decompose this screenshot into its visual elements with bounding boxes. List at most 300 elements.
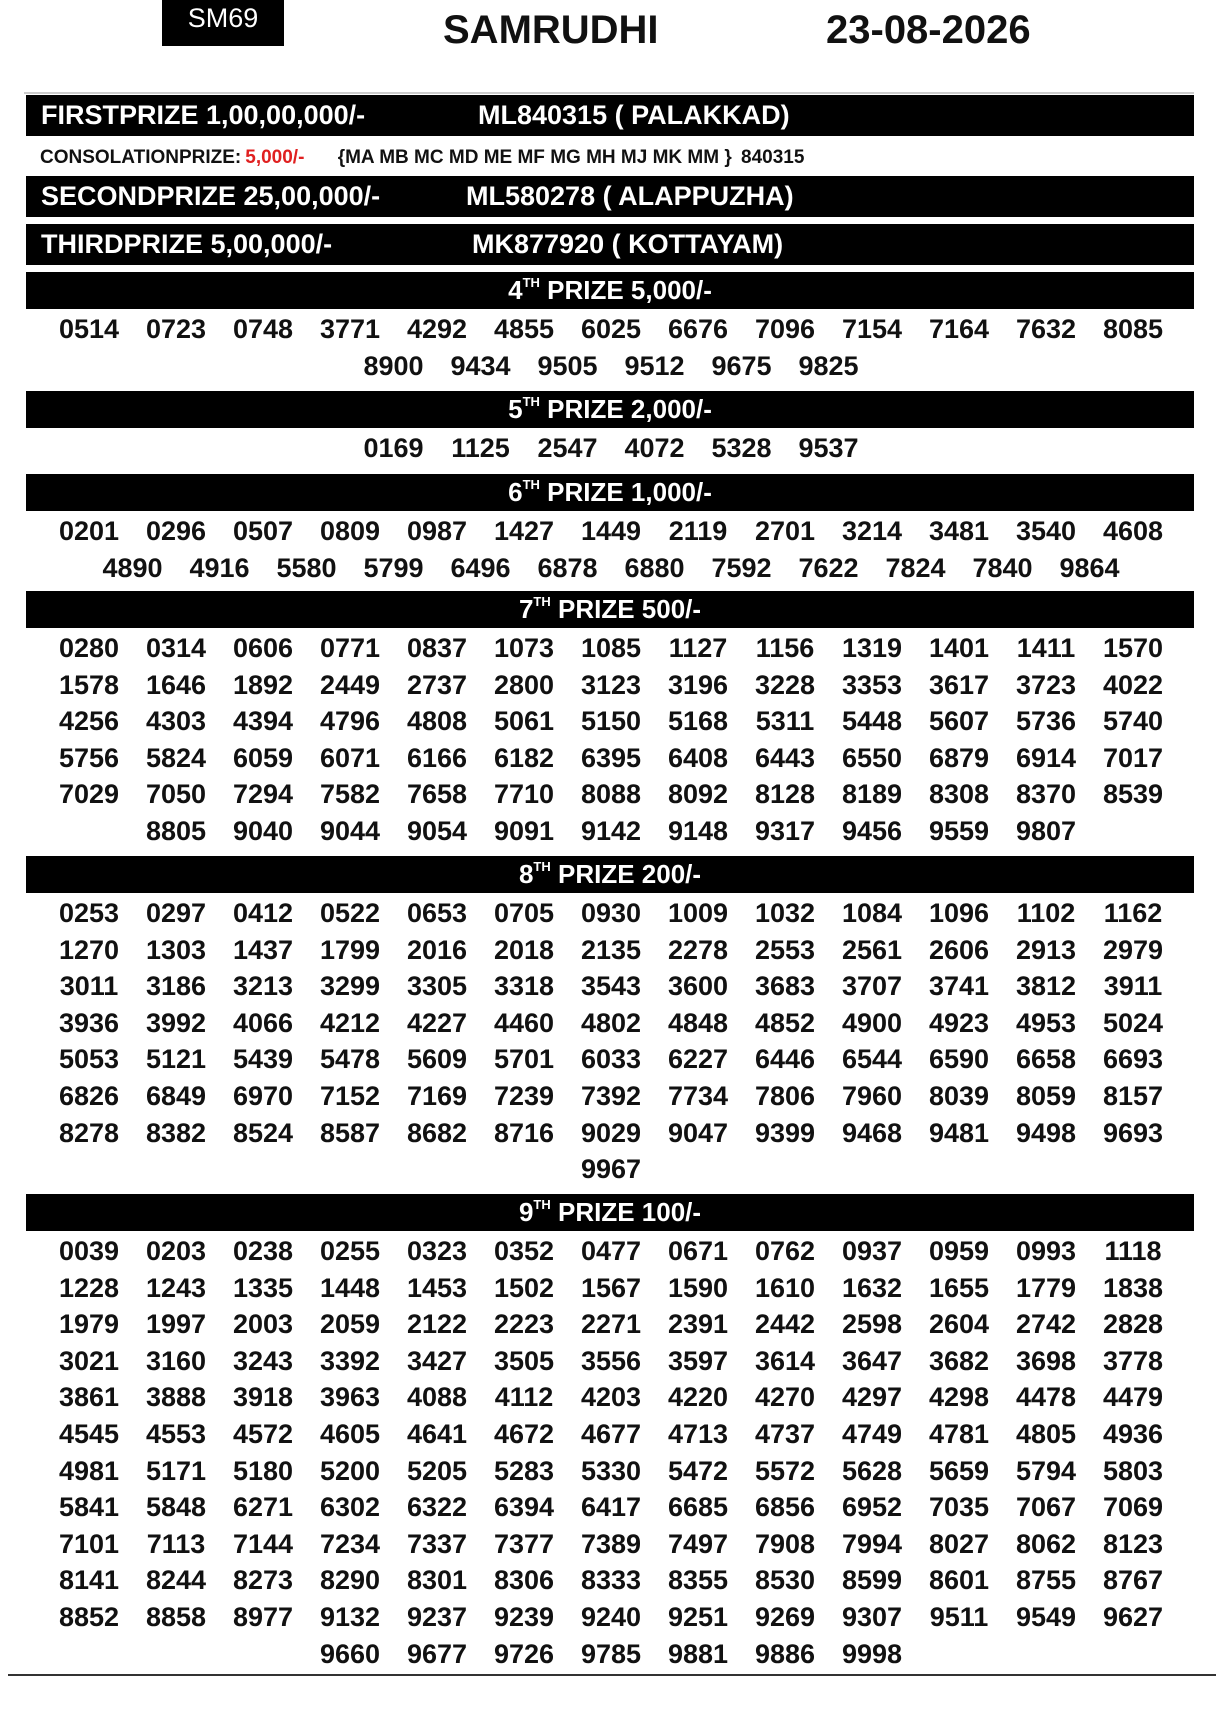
winning-number: 1502 [493, 1272, 555, 1303]
number-row [42, 311, 1180, 347]
winning-number: 5701 [493, 1044, 555, 1075]
prize-header-4th [26, 272, 1194, 309]
winning-number: 8278 [58, 1117, 120, 1148]
winning-number: 9044 [319, 816, 381, 846]
winning-number: 3186 [145, 971, 207, 1002]
winning-number: 7960 [841, 1081, 903, 1111]
winning-number: 1243 [145, 1272, 207, 1303]
winning-number: 0937 [841, 1236, 903, 1266]
number-row [42, 1151, 1180, 1187]
winning-number: 8027 [928, 1528, 990, 1559]
winning-number: 9512 [624, 350, 685, 381]
winning-number: 4808 [406, 706, 468, 737]
winning-number: 8039 [928, 1081, 990, 1111]
winning-number: 9675 [711, 350, 772, 381]
winning-number: 3597 [667, 1345, 729, 1376]
winning-number: 8900 [363, 350, 424, 381]
winning-number: 5205 [406, 1455, 468, 1486]
winning-number: 4553 [145, 1419, 207, 1449]
winning-number: 4212 [319, 1007, 381, 1038]
winning-number: 2122 [406, 1309, 468, 1340]
winning-number: 5848 [145, 1492, 207, 1523]
winning-number: 8767 [1102, 1565, 1164, 1596]
winning-number: 1335 [232, 1272, 294, 1303]
winning-number: 9677 [406, 1638, 468, 1669]
number-row [42, 776, 1180, 812]
winning-number: 5121 [145, 1044, 207, 1075]
winning-number: 4066 [232, 1007, 294, 1038]
winning-number: 5024 [1102, 1007, 1164, 1038]
winning-number: 0169 [363, 433, 424, 463]
winning-number: 7029 [58, 779, 120, 810]
winning-number: 6879 [928, 742, 990, 773]
winning-number: 4022 [1102, 669, 1164, 700]
winning-number: 7234 [319, 1528, 381, 1559]
first-prize-bar [26, 95, 1194, 136]
number-row [42, 1453, 1180, 1489]
winning-number: 8355 [667, 1565, 729, 1596]
number-row [42, 348, 1180, 384]
winning-number: 3318 [493, 971, 555, 1002]
prize-title: PRIZE 100/- [550, 1197, 702, 1227]
winning-number: 9142 [580, 816, 642, 846]
consolation-series: {MA MB MC MD ME MF MG MH MJ MK MM } [337, 147, 732, 168]
winning-number: 9505 [537, 350, 598, 381]
prize-ordinal: 6 [508, 477, 523, 507]
winning-number: 8085 [1102, 314, 1164, 344]
winning-number: 0280 [58, 633, 120, 663]
winning-number: 3196 [667, 669, 729, 700]
winning-number: 5478 [319, 1044, 381, 1075]
prize-title: PRIZE 200/- [550, 859, 702, 889]
winning-number: 1073 [493, 633, 555, 663]
winning-number: 4608 [1102, 516, 1164, 546]
top-divider [24, 92, 1194, 94]
winning-number: 4796 [319, 706, 381, 737]
winning-number: 8370 [1015, 779, 1077, 810]
winning-number: 2016 [406, 934, 468, 965]
winning-number: 0653 [406, 898, 468, 928]
number-row [42, 1078, 1180, 1114]
winning-number: 5841 [58, 1492, 120, 1523]
winning-number: 4781 [928, 1419, 990, 1449]
winning-number: 1096 [928, 898, 990, 928]
winning-number: 2119 [668, 516, 728, 546]
winning-number: 0039 [58, 1236, 120, 1266]
prize-ordinal: 7 [518, 594, 534, 624]
winning-number: 2800 [493, 669, 555, 700]
number-row [42, 630, 1180, 666]
winning-number: 2737 [406, 669, 468, 700]
number-row [42, 1115, 1180, 1151]
winning-number: 0514 [58, 314, 120, 344]
winning-number: 5794 [1015, 1455, 1077, 1486]
winning-number: 8306 [493, 1565, 555, 1596]
winning-number: 0723 [145, 314, 207, 344]
winning-number: 1102 [1016, 898, 1076, 928]
winning-number: 3992 [145, 1007, 207, 1038]
winning-number: 7101 [58, 1528, 120, 1559]
winning-number: 4802 [580, 1007, 642, 1038]
winning-number: 3778 [1102, 1345, 1164, 1376]
winning-number: 3481 [928, 516, 990, 546]
winning-number: 9481 [928, 1117, 990, 1148]
winning-number: 4112 [494, 1382, 554, 1413]
winning-number: 5171 [145, 1455, 207, 1486]
winning-number: 1779 [1015, 1272, 1077, 1303]
winning-number: 9148 [667, 816, 729, 846]
winning-number: 4256 [58, 706, 120, 737]
winning-number: 3213 [232, 971, 294, 1002]
winning-number: 9660 [319, 1638, 381, 1669]
winning-number: 6676 [667, 314, 729, 344]
prize-ordinal-suffix: TH [522, 275, 540, 290]
winning-number: 6952 [841, 1492, 903, 1523]
winning-number: 4936 [1102, 1419, 1164, 1449]
winning-number: 3353 [841, 669, 903, 700]
winning-number: 6849 [145, 1081, 207, 1111]
winning-number: 0201 [58, 516, 120, 546]
winning-number: 0771 [319, 633, 381, 663]
winning-number: 7377 [493, 1528, 555, 1559]
number-row [42, 1489, 1180, 1525]
number-row [42, 550, 1180, 586]
winning-number: 1084 [841, 898, 903, 928]
winning-number: 2278 [667, 934, 729, 965]
winning-number: 9881 [667, 1638, 729, 1669]
winning-number: 3936 [58, 1007, 120, 1038]
winning-number: 1009 [667, 898, 729, 928]
consolation-amount: 5,000/- [245, 147, 305, 168]
winning-number: 0238 [232, 1236, 294, 1266]
winning-number: 8123 [1102, 1528, 1164, 1559]
winning-number: 2442 [754, 1309, 816, 1340]
winning-number: 1449 [580, 516, 642, 546]
winning-number: 0412 [232, 898, 294, 928]
number-row [42, 968, 1180, 1004]
winning-number: 1437 [232, 934, 294, 965]
winning-number: 3683 [754, 971, 816, 1002]
winning-number: 2449 [319, 669, 381, 700]
winning-number: 3741 [928, 971, 990, 1002]
winning-number: 6970 [232, 1081, 294, 1111]
winning-number: 3723 [1015, 669, 1077, 700]
winning-number: 2135 [580, 934, 642, 965]
winning-number: 6880 [624, 552, 685, 583]
winning-number: 4072 [624, 433, 685, 463]
winning-number: 2828 [1102, 1309, 1164, 1340]
winning-number: 2018 [493, 934, 555, 965]
winning-number: 4298 [928, 1382, 990, 1413]
winning-number: 5150 [580, 706, 642, 737]
winning-number: 8530 [754, 1565, 816, 1596]
winning-number: 1578 [58, 669, 120, 700]
winning-number: 9627 [1102, 1602, 1164, 1632]
winning-number: 8977 [232, 1602, 294, 1632]
winning-number: 3160 [145, 1345, 207, 1376]
winning-number: 7592 [711, 552, 772, 583]
winning-number: 9864 [1059, 552, 1120, 583]
winning-number: 0203 [145, 1236, 207, 1266]
winning-number: 5572 [754, 1455, 816, 1486]
winning-number: 5824 [145, 742, 207, 773]
prize-ordinal-suffix: TH [533, 1197, 551, 1212]
winning-number: 3861 [58, 1382, 120, 1413]
winning-number: 0477 [580, 1236, 642, 1266]
winning-number: 8539 [1102, 779, 1164, 810]
winning-number: 9132 [319, 1602, 381, 1632]
winning-number: 9251 [667, 1602, 729, 1632]
winning-number: 7144 [232, 1528, 294, 1559]
winning-number: 6590 [928, 1044, 990, 1075]
winning-number: 7239 [493, 1081, 555, 1111]
winning-number: 1303 [145, 934, 207, 965]
consolation-prize-line [40, 146, 808, 170]
winning-number: 0993 [1015, 1236, 1077, 1266]
winning-number: 7017 [1102, 742, 1164, 773]
winning-number: 4460 [493, 1007, 555, 1038]
winning-number: 7497 [667, 1528, 729, 1559]
winning-number: 1567 [580, 1272, 642, 1303]
winning-number: 4953 [1015, 1007, 1077, 1038]
consolation-number: 840315 [741, 147, 805, 168]
winning-number: 4890 [102, 552, 163, 583]
winning-number: 5607 [928, 706, 990, 737]
third-prize-number: MK877920 ( KOTTAYAM) [472, 229, 784, 259]
winning-number: 4737 [754, 1419, 816, 1449]
winning-number: 6417 [580, 1492, 642, 1523]
winning-number: 7069 [1102, 1492, 1164, 1523]
winning-number: 5736 [1015, 706, 1077, 737]
number-row [42, 1270, 1180, 1306]
winning-number: 8755 [1015, 1565, 1077, 1596]
winning-number: 8382 [145, 1117, 207, 1148]
winning-number: 1892 [232, 669, 294, 700]
winning-number: 8805 [145, 816, 207, 846]
winning-number: 6059 [232, 742, 294, 773]
winning-number: 1979 [58, 1309, 120, 1340]
draw-date: 23-08-2026 [826, 8, 1031, 52]
winning-number: 8290 [319, 1565, 381, 1596]
winning-number: 9559 [928, 816, 990, 846]
winning-number: 5168 [667, 706, 729, 737]
winning-number: 0296 [145, 516, 207, 546]
winning-number: 2742 [1015, 1309, 1077, 1340]
winning-number: 1646 [145, 669, 207, 700]
winning-number: 7389 [580, 1528, 642, 1559]
winning-number: 0606 [232, 633, 294, 663]
winning-number: 5283 [493, 1455, 555, 1486]
winning-number: 4478 [1015, 1382, 1077, 1413]
winning-number: 5053 [58, 1044, 120, 1075]
winning-number: 3556 [580, 1345, 642, 1376]
winning-number: 9825 [798, 350, 859, 381]
winning-number: 9240 [580, 1602, 642, 1632]
winning-number: 4203 [580, 1382, 642, 1413]
winning-number: 4479 [1102, 1382, 1164, 1413]
winning-number: 5799 [363, 552, 424, 583]
winning-number: 9511 [929, 1602, 989, 1632]
winning-number: 8088 [580, 779, 642, 810]
number-row [42, 813, 1180, 849]
winning-number: 7806 [754, 1081, 816, 1111]
winning-number: 7840 [972, 552, 1033, 583]
winning-number: 3299 [319, 971, 381, 1002]
winning-number: 7169 [406, 1081, 468, 1111]
winning-number: 8141 [58, 1565, 120, 1596]
number-row [42, 1379, 1180, 1415]
winning-number: 1453 [406, 1272, 468, 1303]
winning-number: 6550 [841, 742, 903, 773]
winning-number: 1427 [493, 516, 555, 546]
winning-number: 3600 [667, 971, 729, 1002]
winning-number: 5439 [232, 1044, 294, 1075]
winning-number: 5803 [1102, 1455, 1164, 1486]
winning-number: 3698 [1015, 1345, 1077, 1376]
winning-number: 7164 [928, 314, 990, 344]
winning-number: 2701 [754, 516, 816, 546]
winning-number: 2553 [754, 934, 816, 965]
first-prize-number: ML840315 ( PALAKKAD) [478, 100, 790, 130]
winning-number: 0253 [58, 898, 120, 928]
winning-number: 9967 [580, 1154, 642, 1185]
winning-number: 5328 [711, 433, 772, 463]
winning-number: 7824 [885, 552, 946, 583]
prize-header-9th [26, 1194, 1194, 1231]
winning-number: 2223 [493, 1309, 555, 1340]
first-prize-label: FIRSTPRIZE 1,00,00,000/- [41, 100, 366, 130]
winning-number: 6271 [232, 1492, 294, 1523]
winning-number: 7152 [319, 1081, 381, 1111]
winning-number: 2271 [580, 1309, 642, 1340]
winning-number: 3021 [58, 1345, 120, 1376]
winning-number: 3243 [232, 1345, 294, 1376]
winning-number: 8059 [1015, 1081, 1077, 1111]
number-row [42, 740, 1180, 776]
winning-number: 8524 [232, 1117, 294, 1148]
prize-ordinal-suffix: TH [522, 394, 540, 409]
winning-number: 8092 [667, 779, 729, 810]
bottom-divider [8, 1674, 1216, 1676]
winning-number: 7392 [580, 1081, 642, 1111]
winning-number: 1118 [1104, 1236, 1162, 1266]
winning-number: 4713 [667, 1419, 729, 1449]
winning-number: 5609 [406, 1044, 468, 1075]
winning-number: 5180 [232, 1455, 294, 1486]
winning-number: 6693 [1102, 1044, 1164, 1075]
winning-number: 1448 [319, 1272, 381, 1303]
winning-number: 4672 [493, 1419, 555, 1449]
winning-number: 4227 [406, 1007, 468, 1038]
winning-number: 1228 [58, 1272, 120, 1303]
number-row [42, 1041, 1180, 1077]
draw-code-badge: SM69 [162, 0, 284, 46]
winning-number: 6446 [754, 1044, 816, 1075]
prize-title: PRIZE 5,000/- [539, 275, 712, 305]
winning-number: 2598 [841, 1309, 903, 1340]
prize-header-6th [26, 474, 1194, 511]
consolation-label: CONSOLATIONPRIZE: [40, 147, 242, 168]
winning-number: 9029 [580, 1117, 642, 1148]
third-prize-bar [26, 224, 1194, 265]
prize-ordinal: 5 [508, 394, 523, 424]
winning-number: 8301 [406, 1565, 468, 1596]
winning-number: 3888 [145, 1382, 207, 1413]
winning-number: 8587 [319, 1117, 381, 1148]
winning-number: 9269 [754, 1602, 816, 1632]
winning-number: 8333 [580, 1565, 642, 1596]
winning-number: 2979 [1102, 934, 1164, 965]
number-row [42, 932, 1180, 968]
winning-number: 7622 [798, 552, 859, 583]
winning-number: 1125 [451, 433, 510, 463]
winning-number: 7337 [406, 1528, 468, 1559]
winning-number: 9317 [754, 816, 816, 846]
winning-number: 9091 [493, 816, 555, 846]
winning-number: 6658 [1015, 1044, 1077, 1075]
winning-number: 4605 [319, 1419, 381, 1449]
prize-ordinal: 9 [518, 1197, 534, 1227]
number-row [42, 1233, 1180, 1269]
winning-number: 7096 [754, 314, 816, 344]
prize-title: PRIZE 2,000/- [539, 394, 712, 424]
winning-number: 8682 [406, 1117, 468, 1148]
winning-number: 4923 [928, 1007, 990, 1038]
winning-number: 4297 [841, 1382, 903, 1413]
winning-number: 9498 [1015, 1117, 1077, 1148]
winning-number: 6443 [754, 742, 816, 773]
winning-number: 7035 [928, 1492, 990, 1523]
number-row [42, 703, 1180, 739]
winning-number: 9807 [1015, 816, 1077, 846]
prize-ordinal-suffix: TH [533, 594, 551, 609]
winning-number: 7154 [841, 314, 903, 344]
winning-number: 6166 [406, 742, 468, 773]
winning-number: 1127 [668, 633, 728, 663]
number-row [42, 895, 1180, 931]
number-row [42, 1636, 1180, 1672]
winning-number: 6914 [1015, 742, 1077, 773]
winning-number: 4220 [667, 1382, 729, 1413]
prize-header-7th [26, 591, 1194, 628]
winning-number: 3911 [1103, 971, 1163, 1002]
winning-number: 3214 [841, 516, 903, 546]
winning-number: 6395 [580, 742, 642, 773]
number-row [42, 1562, 1180, 1598]
winning-number: 5330 [580, 1455, 642, 1486]
winning-number: 6496 [450, 552, 511, 583]
winning-number: 3427 [406, 1345, 468, 1376]
winning-number: 2391 [667, 1309, 729, 1340]
winning-number: 6025 [580, 314, 642, 344]
winning-number: 9456 [841, 816, 903, 846]
winning-number: 2059 [319, 1309, 381, 1340]
winning-number: 1085 [580, 633, 642, 663]
winning-number: 3812 [1015, 971, 1077, 1002]
winning-number: 2561 [841, 934, 903, 965]
winning-number: 3918 [232, 1382, 294, 1413]
winning-number: 3771 [319, 314, 381, 344]
second-prize-bar [26, 176, 1194, 217]
winning-number: 6856 [754, 1492, 816, 1523]
winning-number: 0671 [667, 1236, 729, 1266]
winning-number: 6394 [493, 1492, 555, 1523]
winning-number: 7582 [319, 779, 381, 810]
winning-number: 4545 [58, 1419, 120, 1449]
third-prize-label: THIRDPRIZE 5,00,000/- [41, 229, 333, 259]
winning-number: 9307 [841, 1602, 903, 1632]
winning-number: 8244 [145, 1565, 207, 1596]
